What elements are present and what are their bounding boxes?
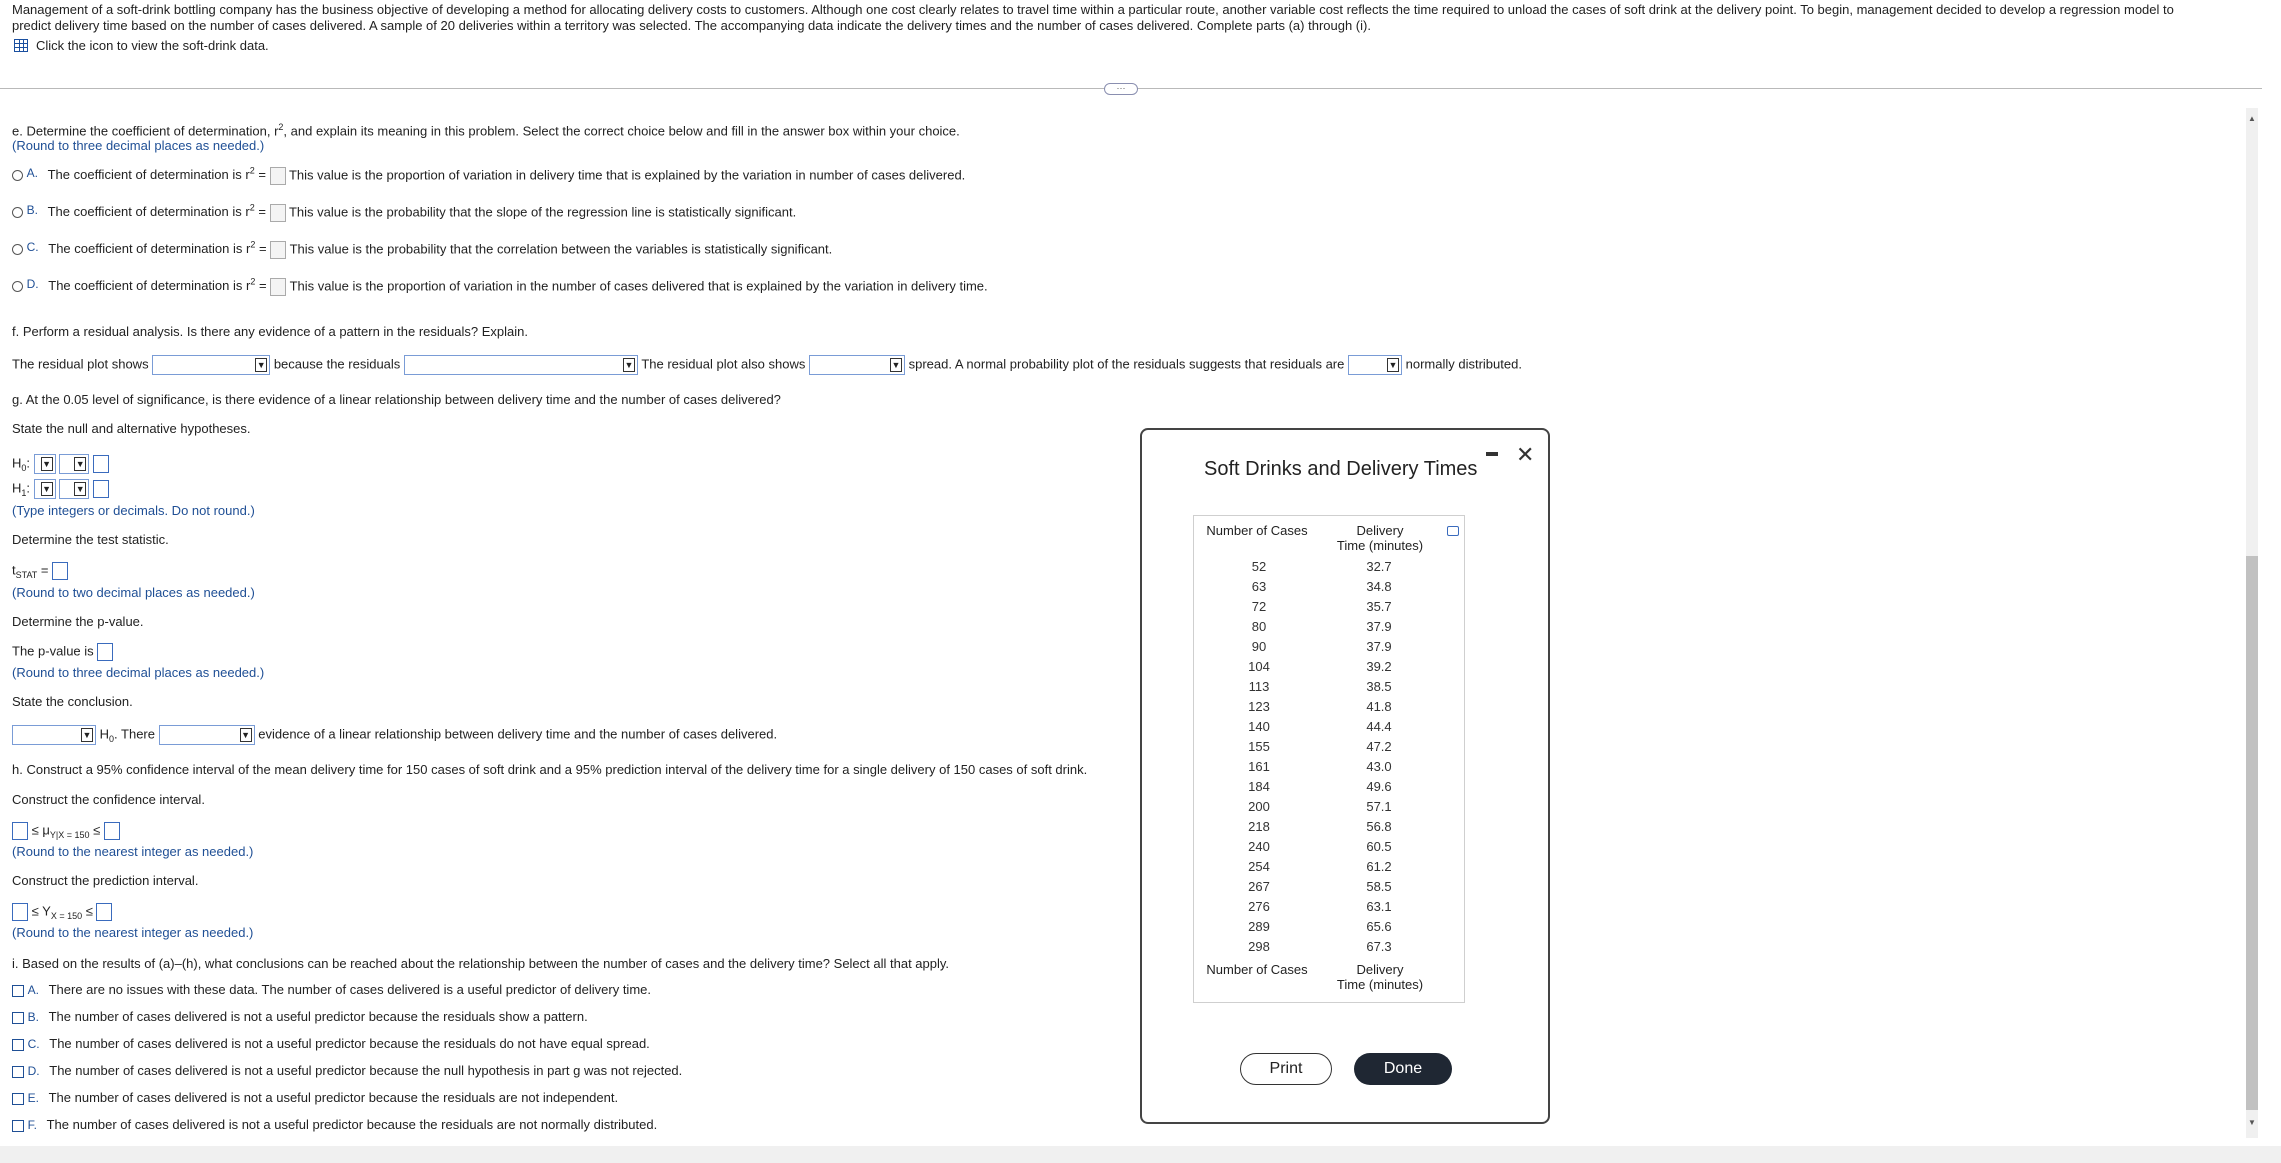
part-e-prompt: e. Determine the coefficient of determination, $r^2$, and explain its meaning in this problem. Select the correct choice below and fill in the answer box within your choice. <box>12 122 960 139</box>
cell-cases: 200 <box>1248 799 1270 814</box>
cell-cases: 52 <box>1251 559 1267 574</box>
scroll-down-icon[interactable]: ▼ <box>2248 1118 2256 1127</box>
radio-option-c[interactable] <box>12 244 23 255</box>
part-i-option-e[interactable]: E. The number of cases delivered is not a useful predictor because the residuals are not independent. <box>12 1090 618 1105</box>
ci-lower-input[interactable] <box>12 822 28 840</box>
close-icon[interactable]: ✕ <box>1516 442 1535 467</box>
residual-pattern-dropdown[interactable] <box>152 355 270 375</box>
cell-delivery-time: 58.5 <box>1366 879 1392 894</box>
dropdown-arrow-icon: ▼ <box>75 484 85 494</box>
pi-round-note: (Round to the nearest integer as needed.) <box>12 925 254 940</box>
h1-operator-dropdown[interactable] <box>59 479 89 499</box>
spread-dropdown[interactable] <box>809 355 905 375</box>
cell-cases: 104 <box>1248 659 1270 674</box>
pvalue-input[interactable] <box>97 643 113 661</box>
pi-prompt: Construct the prediction interval. <box>12 873 199 888</box>
cell-delivery-time: 37.9 <box>1366 639 1392 654</box>
part-g-prompt: g. At the 0.05 level of significance, is there evidence of a linear relationship between delivery time and the number of cases delivered? <box>12 392 781 407</box>
tstat-round-note: (Round to two decimal places as needed.) <box>12 585 255 600</box>
cell-delivery-time: 38.5 <box>1366 679 1392 694</box>
part-i-option-a[interactable]: A. There are no issues with these data. The number of cases delivered is a useful predictor of delivery time. <box>12 982 651 997</box>
part-i-prompt: i. Based on the results of (a)–(h), what conclusions can be reached about the relationship between the number of cases and the delivery time? Select all that apply. <box>12 956 950 971</box>
radio-option-b[interactable] <box>12 207 23 218</box>
r2-answer-box-a[interactable] <box>270 167 286 185</box>
cell-cases: 140 <box>1248 719 1270 734</box>
part-f-prompt: f. Perform a residual analysis. Is there any evidence of a pattern in the residuals? Explain. <box>12 324 528 339</box>
part-i-option-c[interactable]: C. The number of cases delivered is not a useful predictor because the residuals do not have equal spread. <box>12 1036 650 1051</box>
cell-cases: 155 <box>1248 739 1270 754</box>
dropdown-arrow-icon: ▼ <box>256 360 266 370</box>
view-data-link-text[interactable]: Click the icon to view the soft-drink data. <box>36 38 269 53</box>
part-e-option-a[interactable]: A. The coefficient of determination is $r^2$ = This value is the proportion of variation in delivery time that is explained by the variation in number of cases delivered. <box>12 166 965 185</box>
cell-cases: 63 <box>1251 579 1267 594</box>
cell-cases: 72 <box>1251 599 1267 614</box>
done-button[interactable]: Done <box>1354 1053 1452 1085</box>
pvalue-round-note: (Round to three decimal places as needed.) <box>12 665 265 680</box>
dropdown-arrow-icon: ▼ <box>891 360 901 370</box>
cell-delivery-time: 49.6 <box>1366 779 1392 794</box>
cell-delivery-time: 65.6 <box>1366 919 1392 934</box>
col-header-cases: Number of Cases <box>1206 523 1308 538</box>
scrollbar-thumb[interactable] <box>2246 556 2258 1110</box>
more-button[interactable]: ··· <box>1104 83 1138 95</box>
cell-delivery-time: 57.1 <box>1366 799 1392 814</box>
cell-cases: 184 <box>1248 779 1270 794</box>
cell-delivery-time: 35.7 <box>1366 599 1392 614</box>
part-f-sentence: The residual plot shows ▼ because the residuals ▼ The residual plot also shows ▼ spread. A normal probability plot of the residuals suggests that residuals are ▼ normally distributed. <box>12 355 1522 375</box>
cell-delivery-time: 63.1 <box>1366 899 1392 914</box>
dropdown-arrow-icon: ▼ <box>75 459 85 469</box>
col-footer-time: Delivery Time (minutes) <box>1336 962 1424 992</box>
cell-cases: 267 <box>1248 879 1270 894</box>
part-e-option-c[interactable]: C. The coefficient of determination is $r^2$ = This value is the probability that the correlation between the variables is statistically significant. <box>12 240 832 259</box>
cell-delivery-time: 43.0 <box>1366 759 1392 774</box>
data-modal <box>1140 428 1550 1124</box>
cell-cases: 113 <box>1248 679 1270 694</box>
cell-cases: 254 <box>1248 859 1270 874</box>
normality-dropdown[interactable] <box>1348 355 1402 375</box>
cell-delivery-time: 47.2 <box>1366 739 1392 754</box>
cell-delivery-time: 32.7 <box>1366 559 1392 574</box>
h1-param-dropdown[interactable] <box>34 479 56 499</box>
part-i-option-f[interactable]: F. The number of cases delivered is not a useful predictor because the residuals are not normally distributed. <box>12 1117 657 1132</box>
cell-delivery-time: 37.9 <box>1366 619 1392 634</box>
r2-answer-box-d[interactable] <box>270 278 286 296</box>
pi-upper-input[interactable] <box>96 903 112 921</box>
h0-value-input[interactable] <box>93 455 109 473</box>
radio-option-a[interactable] <box>12 170 23 181</box>
ci-prompt: Construct the confidence interval. <box>12 792 205 807</box>
checkbox-option-d[interactable] <box>12 1066 24 1078</box>
bottom-bar <box>0 1146 2281 1163</box>
coef-text: The coefficient of determination is $r^2$ = <box>48 240 267 257</box>
pvalue-prompt: Determine the p-value. <box>12 614 144 629</box>
view-data-link[interactable] <box>14 38 269 53</box>
cell-cases: 161 <box>1248 759 1270 774</box>
coef-text: The coefficient of determination is $r^2$ = <box>47 203 266 220</box>
h1-row: $H_1$: ▼ ▼ <box>12 479 109 499</box>
h1-value-input[interactable] <box>93 480 109 498</box>
cell-cases: 90 <box>1251 639 1267 654</box>
option-d-explanation: This value is the proportion of variation in the number of cases delivered that is explained by the variation in delivery time. <box>289 278 988 294</box>
ci-row: ≤ $\mu_{Y|X = 150}$ ≤ <box>12 822 120 840</box>
ci-round-note: (Round to the nearest integer as needed.) <box>12 844 254 859</box>
option-c-explanation: This value is the probability that the correlation between the variables is statistically significant. <box>289 241 833 257</box>
modal-title: Soft Drinks and Delivery Times <box>1204 458 1478 480</box>
r2-answer-box-b[interactable] <box>270 204 286 222</box>
cell-delivery-time: 39.2 <box>1366 659 1392 674</box>
data-table-icon[interactable] <box>14 39 28 52</box>
tstat-row: $t_{STAT}$ = <box>12 562 68 580</box>
type-note: (Type integers or decimals. Do not round.) <box>12 503 255 518</box>
dropdown-arrow-icon: ▼ <box>82 730 92 740</box>
part-i-option-d[interactable]: D. The number of cases delivered is not a useful predictor because the null hypothesis in part g was not rejected. <box>12 1063 682 1078</box>
cell-cases: 218 <box>1248 819 1270 834</box>
part-i-option-b[interactable]: B. The number of cases delivered is not a useful predictor because the residuals show a pattern. <box>12 1009 588 1024</box>
checkbox-option-f[interactable] <box>12 1120 24 1132</box>
col-footer-cases: Number of Cases <box>1206 962 1308 977</box>
minimize-icon[interactable] <box>1486 452 1498 456</box>
print-button[interactable]: Print <box>1240 1053 1332 1085</box>
option-a-explanation: This value is the proportion of variation in delivery time that is explained by the variation in number of cases delivered. <box>288 167 966 183</box>
hypotheses-prompt: State the null and alternative hypotheses. <box>12 421 251 436</box>
cell-delivery-time: 41.8 <box>1366 699 1392 714</box>
dropdown-arrow-icon: ▼ <box>42 484 52 494</box>
checkbox-option-a[interactable] <box>12 985 24 997</box>
scroll-up-icon[interactable]: ▲ <box>2248 114 2256 123</box>
conclusion-row: ▼ $H_0$. There ▼ evidence of a linear relationship between delivery time and the number of cases delivered. <box>12 725 777 745</box>
problem-intro: Management of a soft-drink bottling company has the business objective of developing a method for allocating delivery costs to customers. Although one cost clearly relates to travel time within a particular route, another variable cost reflects the time required to unload the cases of soft drink at the delivery point. To begin, management decided to develop a regression model to predict delivery time based on the number of cases delivered. A sample of 20 deliveries within a territory was selected. The accompanying data indicate the delivery times and the number of cases delivered. Complete parts (a) through (i). <box>12 2 2174 33</box>
option-b-explanation: This value is the probability that the slope of the regression line is statistically significant. <box>288 204 797 220</box>
h0-operator-dropdown[interactable] <box>59 454 89 474</box>
cell-delivery-time: 67.3 <box>1366 939 1392 954</box>
cell-cases: 289 <box>1248 919 1270 934</box>
residual-reason-dropdown[interactable] <box>404 355 638 375</box>
pi-row: ≤ $Y_{X = 150}$ ≤ <box>12 903 112 921</box>
cell-cases: 123 <box>1248 699 1270 714</box>
copy-icon[interactable] <box>1447 526 1459 536</box>
test-stat-prompt: Determine the test statistic. <box>12 532 169 547</box>
data-table <box>1193 515 1465 1003</box>
evidence-dropdown[interactable] <box>159 725 255 745</box>
ci-upper-input[interactable] <box>104 822 120 840</box>
dropdown-arrow-icon: ▼ <box>624 360 634 370</box>
cell-delivery-time: 60.5 <box>1366 839 1392 854</box>
col-header-time: Delivery Time (minutes) <box>1336 523 1424 553</box>
radio-option-d[interactable] <box>12 281 23 292</box>
pvalue-row: The p-value is <box>12 643 113 661</box>
part-e-option-d[interactable]: D. The coefficient of determination is $r^2$ = This value is the proportion of variation in the number of cases delivered that is explained by the variation in delivery time. <box>12 277 988 296</box>
cell-delivery-time: 61.2 <box>1366 859 1392 874</box>
conclusion-prompt: State the conclusion. <box>12 694 133 709</box>
cell-cases: 298 <box>1248 939 1270 954</box>
h0-row: $H_0$: ▼ ▼ <box>12 454 109 474</box>
tstat-input[interactable] <box>52 562 68 580</box>
pi-lower-input[interactable] <box>12 903 28 921</box>
coef-text: The coefficient of determination is $r^2$ = <box>48 277 267 294</box>
cell-cases: 276 <box>1248 899 1270 914</box>
checkbox-option-e[interactable] <box>12 1093 24 1105</box>
coef-text: The coefficient of determination is $r^2$ = <box>47 166 266 183</box>
r2-answer-box-c[interactable] <box>270 241 286 259</box>
dropdown-arrow-icon: ▼ <box>241 730 251 740</box>
h0-param-dropdown[interactable] <box>34 454 56 474</box>
cell-delivery-time: 56.8 <box>1366 819 1392 834</box>
reject-dropdown[interactable] <box>12 725 96 745</box>
cell-cases: 240 <box>1248 839 1270 854</box>
checkbox-option-b[interactable] <box>12 1012 24 1024</box>
cell-delivery-time: 34.8 <box>1366 579 1392 594</box>
dropdown-arrow-icon: ▼ <box>42 459 52 469</box>
cell-cases: 80 <box>1251 619 1267 634</box>
part-e-round-note: (Round to three decimal places as needed.) <box>12 138 265 153</box>
part-e-option-b[interactable]: B. The coefficient of determination is $r^2$ = This value is the probability that the slope of the regression line is statistically significant. <box>12 203 796 222</box>
checkbox-option-c[interactable] <box>12 1039 24 1051</box>
part-h-prompt: h. Construct a 95% confidence interval of the mean delivery time for 150 cases of soft drink and a 95% prediction interval of the delivery time for a single delivery of 150 cases of soft drink. <box>12 762 1088 777</box>
cell-delivery-time: 44.4 <box>1366 719 1392 734</box>
dropdown-arrow-icon: ▼ <box>1388 360 1398 370</box>
